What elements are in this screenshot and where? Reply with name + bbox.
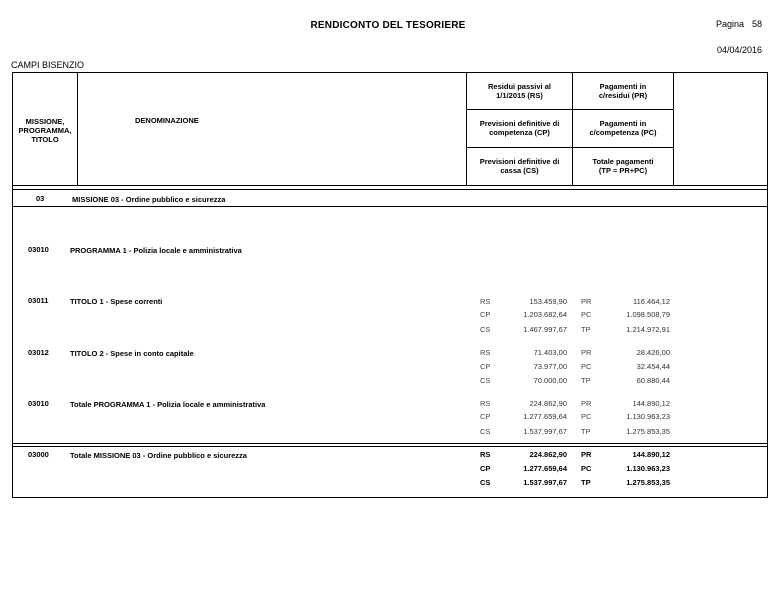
tp-value: 1.275.853,35 — [626, 427, 670, 436]
header-divider — [673, 73, 674, 185]
pr-key: PR — [581, 348, 592, 357]
rs-value: 71.403,00 — [533, 348, 567, 357]
header-tp: Totale pagamenti (TP = PR+PC) — [592, 157, 654, 175]
rs-key: RS — [480, 450, 491, 459]
tp-value: 1.275.853,35 — [626, 478, 670, 487]
header-divider — [466, 109, 673, 110]
pr-key: PR — [581, 297, 592, 306]
header-divider — [77, 73, 78, 185]
rs-value: 224.862,90 — [529, 450, 567, 459]
header-divider — [12, 185, 767, 186]
cs-key: CS — [480, 325, 491, 334]
header-cs: Previsioni definitive di cassa (CS) — [479, 157, 560, 175]
pc-key: PC — [581, 310, 592, 319]
mission-divider — [12, 206, 767, 207]
page-number: 58 — [752, 19, 763, 29]
header-missione: MISSIONE, PROGRAMMA, TITOLO — [18, 117, 72, 144]
pr-key: PR — [581, 450, 592, 459]
header-denominazione: DENOMINAZIONE — [135, 116, 199, 125]
pc-value: 1.098.508,79 — [626, 310, 670, 319]
pc-key: PC — [581, 412, 592, 421]
header-cp: Previsioni definitive di competenza (CP) — [479, 119, 560, 137]
rs-key: RS — [480, 348, 491, 357]
tp-key: TP — [581, 427, 591, 436]
table-row-code: 03010 — [28, 399, 49, 408]
pc-key: PC — [581, 362, 592, 371]
cp-value: 73.977,00 — [533, 362, 567, 371]
entity-name: CAMPI BISENZIO — [11, 60, 85, 70]
cp-key: CP — [480, 310, 491, 319]
header-divider — [12, 189, 767, 190]
rs-value: 224.862,90 — [529, 399, 567, 408]
page-label: Pagina — [716, 19, 745, 29]
table-row-code: 03012 — [28, 348, 49, 357]
report-title: RENDICONTO DEL TESORIERE — [310, 20, 466, 31]
table-row-code: 03011 — [28, 296, 49, 305]
table-row-label: Totale PROGRAMMA 1 - Polizia locale e amministrativa — [70, 400, 266, 409]
programma-code: 03010 — [28, 245, 49, 254]
cs-key: CS — [480, 427, 491, 436]
cp-key: CP — [480, 412, 491, 421]
cs-value: 1.467.997,67 — [523, 325, 567, 334]
header-pr: Pagamenti in c/residui (PR) — [598, 82, 648, 100]
pc-value: 1.130.963,23 — [626, 464, 670, 473]
tp-key: TP — [581, 376, 591, 385]
total-divider — [12, 446, 767, 447]
rs-key: RS — [480, 399, 491, 408]
header-divider — [466, 147, 673, 148]
report-date: 04/04/2016 — [716, 45, 762, 55]
mission-code: 03 — [36, 194, 45, 203]
pc-value: 32.454,44 — [636, 362, 670, 371]
cp-value: 1.203.682,64 — [523, 310, 567, 319]
cs-key: CS — [480, 478, 491, 487]
cs-value: 1.537.997,67 — [523, 427, 567, 436]
pr-key: PR — [581, 399, 592, 408]
rs-value: 153.459,90 — [529, 297, 567, 306]
tp-value: 1.214.972,91 — [626, 325, 670, 334]
table-row-label: TITOLO 1 - Spese correnti — [70, 297, 163, 306]
tp-key: TP — [581, 325, 591, 334]
pr-value: 28.426,00 — [636, 348, 670, 357]
pr-value: 144.890,12 — [632, 399, 670, 408]
pr-value: 144.890,12 — [632, 450, 670, 459]
table-row-label: TITOLO 2 - Spese in conto capitale — [70, 349, 194, 358]
total-label: Totale MISSIONE 03 - Ordine pubblico e sicurezza — [70, 451, 247, 460]
pc-key: PC — [581, 464, 592, 473]
cs-value: 1.537.997,67 — [523, 478, 567, 487]
total-code: 03000 — [28, 450, 49, 459]
cp-value: 1.277.659,64 — [523, 412, 567, 421]
tp-key: TP — [581, 478, 591, 487]
header-rs: Residui passivi al 1/1/2015 (RS) — [488, 82, 551, 100]
cs-value: 70.000,00 — [533, 376, 567, 385]
cp-key: CP — [480, 464, 491, 473]
pr-value: 116.464,12 — [633, 297, 670, 306]
cp-value: 1.277.659,64 — [523, 464, 567, 473]
rs-key: RS — [480, 297, 491, 306]
programma-label: PROGRAMMA 1 - Polizia locale e amministrativa — [70, 246, 242, 255]
tp-value: 60.880,44 — [636, 376, 670, 385]
header-pc: Pagamenti in c/competenza (PC) — [589, 119, 657, 137]
cp-key: CP — [480, 362, 491, 371]
cs-key: CS — [480, 376, 491, 385]
mission-label: MISSIONE 03 - Ordine pubblico e sicurezza — [72, 195, 226, 204]
total-divider — [12, 443, 767, 444]
pc-value: 1.130.963,23 — [626, 412, 670, 421]
